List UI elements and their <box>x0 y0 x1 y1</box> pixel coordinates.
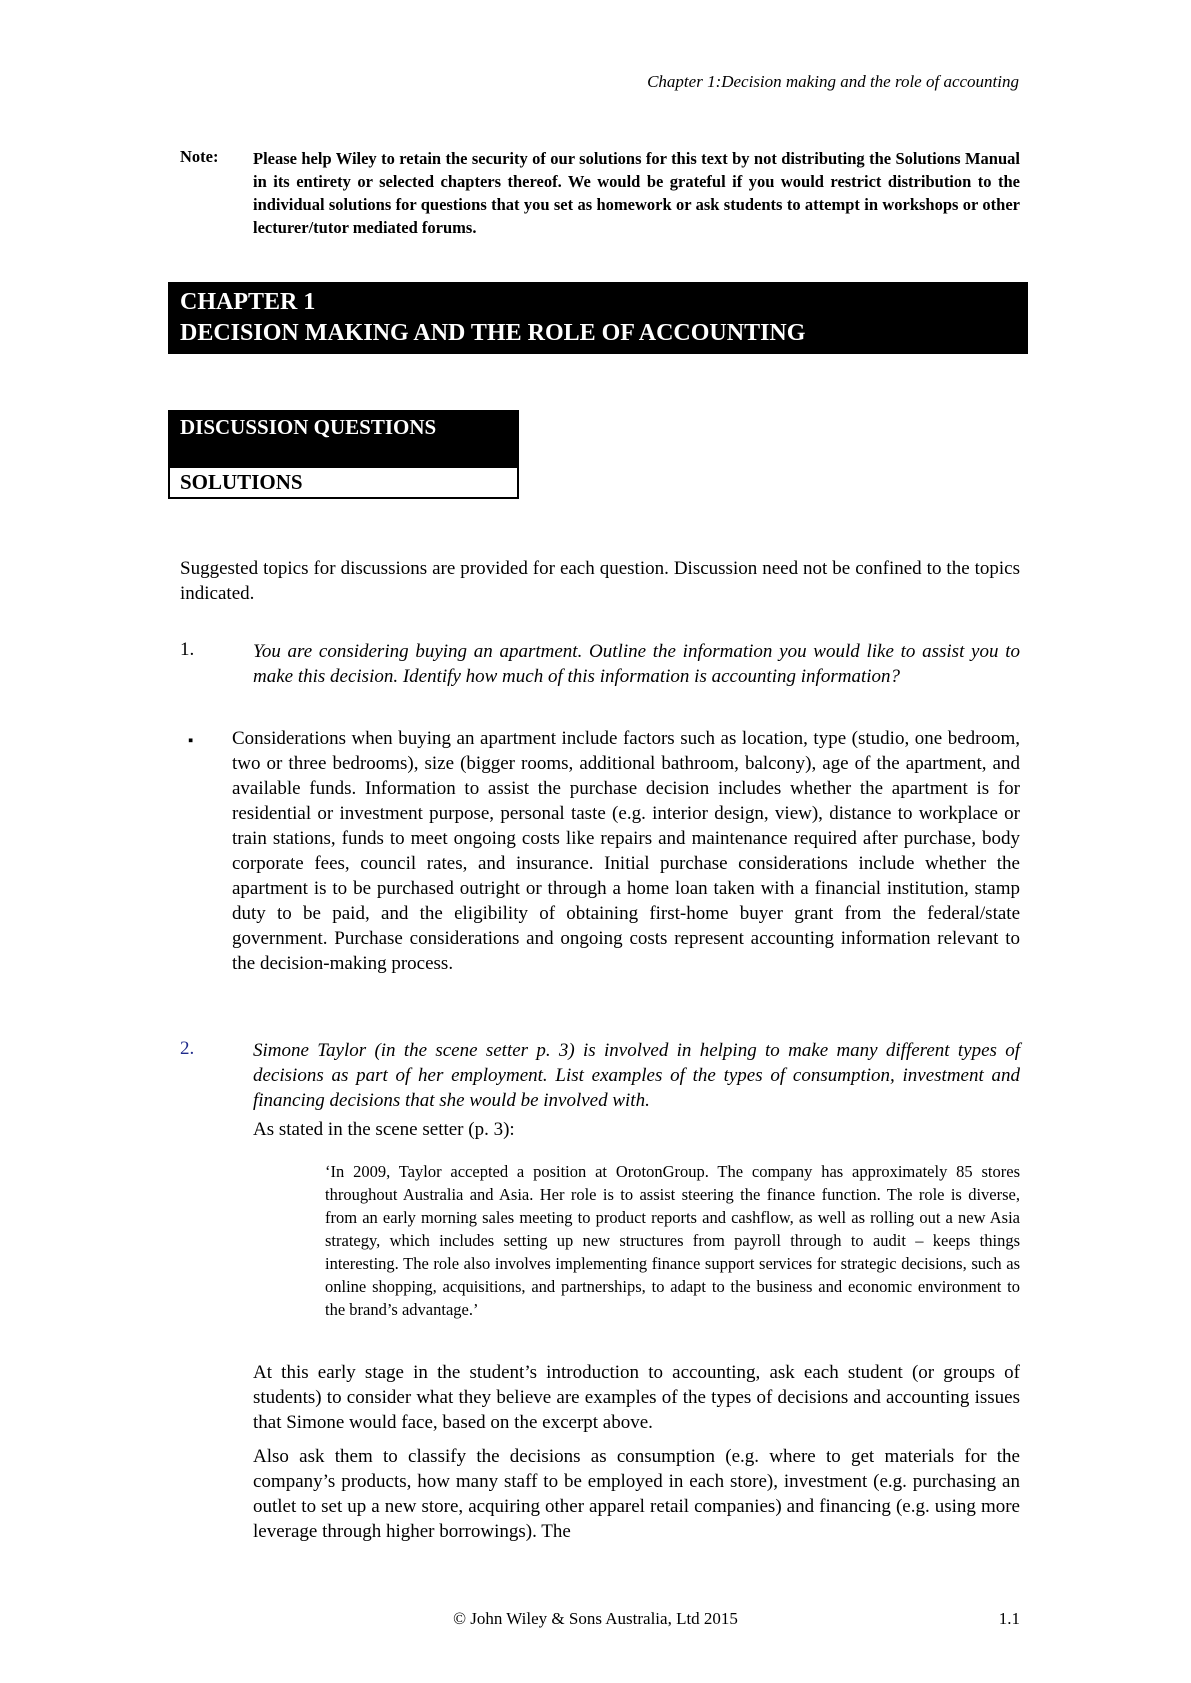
section-subheading: SOLUTIONS <box>168 466 519 499</box>
chapter-banner <box>168 282 1028 354</box>
bullet-icon: ▪ <box>188 733 194 749</box>
question-2-answer-paragraph-2: Also ask them to classify the decisions as consumption (e.g. where to get materials for the company’s products, how many staff to be employed in each store), investment (e.g. purchasing an outlet to set up a new store, acquiring other apparel retail companies) and financing (e.g. using more leverage through higher borrowings). The <box>253 1446 1020 1542</box>
intro-paragraph: Suggested topics for discussions are provided for each question. Discussion need not be confined to the topics indicated. <box>180 558 1020 604</box>
scene-setter-quote: ‘In 2009, Taylor accepted a position at OrotonGroup. The company has approximately 85 stores throughout Australia and Asia. Her role is to assist steering the finance function. The role is diverse, from an early morning sales meeting to product reports and cashflow, as well as rolling out a new Asia strategy, which includes setting up new structures from payroll through to audit – keeps things interesting. The role also involves implementing finance support services for strategic decisions, such as online shopping, acquisitions, and partnerships, to adapt to the business and economic environment to the brand’s advantage.’ <box>325 1162 1020 1319</box>
question-2-answer-paragraph-1: At this early stage in the student’s introduction to accounting, ask each student (or groups of students) to consider what they believe are examples of the types of decisions and accounting issues that Simone would face, based on the excerpt above. <box>253 1362 1020 1433</box>
note-text: Please help Wiley to retain the security of our solutions for this text by not distributing the Solutions Manual in its entirety or selected chapters thereof. We would be grateful if you would restrict distribution to the individual solutions for questions that you set as homework or ask students to attempt in workshops or other lecturer/tutor mediated forums. <box>253 149 1020 237</box>
footer-copyright: © John Wiley & Sons Australia, Ltd 2015 <box>453 1609 738 1628</box>
scene-setter-intro: As stated in the scene setter (p. 3): <box>253 1119 515 1140</box>
running-header: Chapter 1:Decision making and the role of accounting <box>647 72 1019 91</box>
question-2-number: 2. <box>180 1038 195 1059</box>
section-heading: DISCUSSION QUESTIONS <box>168 410 519 466</box>
page-number: 1.1 <box>998 1609 1020 1628</box>
question-1-number: 1. <box>180 639 195 660</box>
question-1-text: You are considering buying an apartment. Outline the information you would like to assist you to make this decision. Identify how much of this information is accounting information? <box>253 641 1020 687</box>
question-1-answer: Considerations when buying an apartment include factors such as location, type (studio, one bedroom, two or three bedrooms), size (bigger rooms, additional bathroom, balcony), age of the apartment, and available funds. Information to assist the purchase decision includes whether the apartment is for residential or investment purpose, personal taste (e.g. interior design, view), distance to workplace or train stations, funds to meet ongoing costs like repairs and maintenance required after purchase, body corporate fees, council rates, and insurance. Initial purchase considerations include whether the apartment is to be purchased outright or through a home loan taken with a financial institution, stamp duty to be paid, and the eligibility of obtaining first-home buyer grant from the federal/state government. Purchase considerations and ongoing costs represent accounting information relevant to the decision-making process. <box>232 728 1020 974</box>
note-label: Note: <box>180 147 219 166</box>
question-2-text: Simone Taylor (in the scene setter p. 3) is involved in helping to make many different types of decisions as part of her employment. List examples of the types of consumption, investment and financing decisions that she would be involved with. <box>253 1040 1020 1111</box>
chapter-title: DECISION MAKING AND THE ROLE OF ACCOUNTING <box>180 320 806 346</box>
chapter-number: CHAPTER 1 <box>180 289 316 315</box>
